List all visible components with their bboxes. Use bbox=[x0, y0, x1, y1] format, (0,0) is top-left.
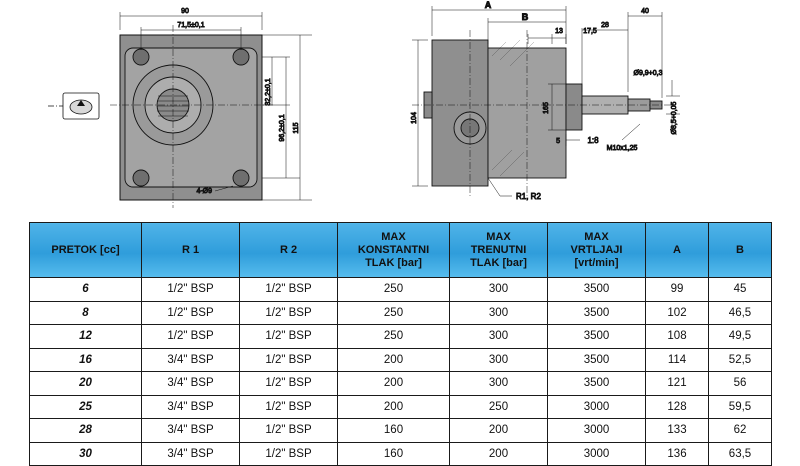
cell-trenutni: 200 bbox=[450, 419, 548, 443]
cell-b: 59,5 bbox=[709, 395, 772, 419]
dim-4-hole: 4-Ø9 bbox=[196, 188, 212, 195]
dim-13: 13 bbox=[555, 28, 563, 35]
cell-pretok: 16 bbox=[30, 348, 142, 372]
cell-vrtljaji: 3500 bbox=[548, 301, 646, 325]
cell-a: 108 bbox=[646, 325, 709, 349]
dim-165: 165 bbox=[543, 102, 550, 114]
cell-r1: 3/4" BSP bbox=[142, 419, 240, 443]
cell-b: 49,5 bbox=[709, 325, 772, 349]
cell-r1: 3/4" BSP bbox=[142, 372, 240, 396]
cell-vrtljaji: 3500 bbox=[548, 372, 646, 396]
cell-konstantni: 250 bbox=[338, 325, 450, 349]
col-header-max-konstantni-tlak bbox=[338, 223, 450, 278]
cell-r2: 1/2" BSP bbox=[240, 301, 338, 325]
cell-konstantni: 200 bbox=[338, 395, 450, 419]
col-header-b bbox=[709, 223, 772, 278]
cell-konstantni: 250 bbox=[338, 301, 450, 325]
dim-32-2: 32,2±0,1 bbox=[265, 78, 272, 106]
dim-28: 28 bbox=[601, 22, 609, 29]
table-row bbox=[30, 348, 772, 372]
dim-40: 40 bbox=[641, 8, 649, 15]
cell-trenutni: 200 bbox=[450, 442, 548, 466]
dim-taper-1-8: 1:8 bbox=[587, 136, 599, 145]
col-header-line: TLAK [bar] bbox=[470, 256, 527, 269]
dim-104: 104 bbox=[411, 112, 418, 124]
cell-vrtljaji: 3500 bbox=[548, 278, 646, 302]
col-header-line: KONSTANTNI bbox=[357, 243, 430, 256]
cell-r2: 1/2" BSP bbox=[240, 372, 338, 396]
cell-r2: 1/2" BSP bbox=[240, 348, 338, 372]
dim-96-2: 96,2±0,1 bbox=[279, 114, 286, 142]
cell-b: 52,5 bbox=[709, 348, 772, 372]
col-header-line: TLAK [bar] bbox=[365, 256, 422, 269]
cell-b: 46,5 bbox=[709, 301, 772, 325]
cell-konstantni: 200 bbox=[338, 372, 450, 396]
cell-a: 99 bbox=[646, 278, 709, 302]
cell-b: 63,5 bbox=[709, 442, 772, 466]
col-header-line: R 1 bbox=[181, 243, 200, 256]
cell-pretok: 8 bbox=[30, 301, 142, 325]
dim-5: 5 bbox=[556, 138, 560, 145]
cell-a: 121 bbox=[646, 372, 709, 396]
cell-r1: 3/4" BSP bbox=[142, 348, 240, 372]
cell-a: 128 bbox=[646, 395, 709, 419]
dim-90: 90 bbox=[181, 8, 189, 15]
spec-table-wrapper bbox=[29, 222, 771, 466]
dim-phi-9-9: Ø9,9+0,3 bbox=[633, 70, 663, 77]
cell-konstantni: 200 bbox=[338, 348, 450, 372]
col-header-line: PRETOK [cc] bbox=[51, 243, 120, 256]
col-header-pretok bbox=[30, 223, 142, 278]
cell-konstantni: 160 bbox=[338, 442, 450, 466]
cell-b: 56 bbox=[709, 372, 772, 396]
col-header-line: VRTLJAJI bbox=[570, 243, 623, 256]
cell-trenutni: 250 bbox=[450, 395, 548, 419]
cell-trenutni: 300 bbox=[450, 301, 548, 325]
cell-pretok: 28 bbox=[30, 419, 142, 443]
cell-r2: 1/2" BSP bbox=[240, 325, 338, 349]
cell-a: 133 bbox=[646, 419, 709, 443]
cell-pretok: 20 bbox=[30, 372, 142, 396]
col-header-line: MAX bbox=[486, 230, 511, 243]
table-row bbox=[30, 301, 772, 325]
table-row bbox=[30, 419, 772, 443]
drawings-svg bbox=[0, 0, 800, 214]
cell-r2: 1/2" BSP bbox=[240, 278, 338, 302]
table-row bbox=[30, 372, 772, 396]
col-header-max-trenutni-tlak bbox=[450, 223, 548, 278]
cell-konstantni: 160 bbox=[338, 419, 450, 443]
dim-17-5: 17,5 bbox=[583, 28, 597, 35]
col-header-r1 bbox=[142, 223, 240, 278]
dim-phi-8-5: Ø8,5+0,05 bbox=[671, 101, 678, 135]
cell-trenutni: 300 bbox=[450, 348, 548, 372]
dim-115: 115 bbox=[293, 122, 300, 134]
col-header-line: TRENUTNI bbox=[470, 243, 527, 256]
table-row bbox=[30, 442, 772, 466]
col-header-a bbox=[646, 223, 709, 278]
col-header-line: MAX bbox=[381, 230, 406, 243]
table-row bbox=[30, 395, 772, 419]
cell-b: 45 bbox=[709, 278, 772, 302]
col-header-line: B bbox=[736, 243, 744, 256]
table-row bbox=[30, 325, 772, 349]
cell-a: 114 bbox=[646, 348, 709, 372]
col-header-line: R 2 bbox=[279, 243, 298, 256]
cell-trenutni: 300 bbox=[450, 278, 548, 302]
cell-r1: 3/4" BSP bbox=[142, 442, 240, 466]
cell-r2: 1/2" BSP bbox=[240, 442, 338, 466]
cell-r2: 1/2" BSP bbox=[240, 419, 338, 443]
spec-table bbox=[29, 222, 772, 466]
cell-a: 136 bbox=[646, 442, 709, 466]
cell-r1: 1/2" BSP bbox=[142, 278, 240, 302]
cell-b: 62 bbox=[709, 419, 772, 443]
cell-konstantni: 250 bbox=[338, 278, 450, 302]
label-R1-R2: R1, R2 bbox=[516, 192, 541, 201]
col-header-max-vrtljaji bbox=[548, 223, 646, 278]
col-header-line: A bbox=[673, 243, 681, 256]
dim-B: B bbox=[521, 12, 529, 22]
cell-pretok: 25 bbox=[30, 395, 142, 419]
cell-a: 102 bbox=[646, 301, 709, 325]
cell-vrtljaji: 3000 bbox=[548, 442, 646, 466]
cell-r1: 3/4" BSP bbox=[142, 395, 240, 419]
dim-71-5: 71,5±0,1 bbox=[177, 22, 205, 29]
col-header-r2 bbox=[240, 223, 338, 278]
cell-pretok: 30 bbox=[30, 442, 142, 466]
cell-r2: 1/2" BSP bbox=[240, 395, 338, 419]
col-header-line: MAX bbox=[584, 230, 609, 243]
cell-trenutni: 300 bbox=[450, 372, 548, 396]
col-header-line: [vrt/min] bbox=[574, 256, 619, 269]
table-row bbox=[30, 278, 772, 302]
cell-vrtljaji: 3000 bbox=[548, 395, 646, 419]
cell-vrtljaji: 3500 bbox=[548, 325, 646, 349]
cell-vrtljaji: 3500 bbox=[548, 348, 646, 372]
cell-r1: 1/2" BSP bbox=[142, 301, 240, 325]
dim-A: A bbox=[484, 0, 492, 10]
cell-r1: 1/2" BSP bbox=[142, 325, 240, 349]
cell-trenutni: 300 bbox=[450, 325, 548, 349]
table-header-row bbox=[30, 223, 772, 278]
cell-pretok: 12 bbox=[30, 325, 142, 349]
technical-drawings bbox=[0, 0, 800, 214]
cell-pretok: 6 bbox=[30, 278, 142, 302]
cell-vrtljaji: 3000 bbox=[548, 419, 646, 443]
dim-m10: M10x1,25 bbox=[606, 145, 638, 152]
